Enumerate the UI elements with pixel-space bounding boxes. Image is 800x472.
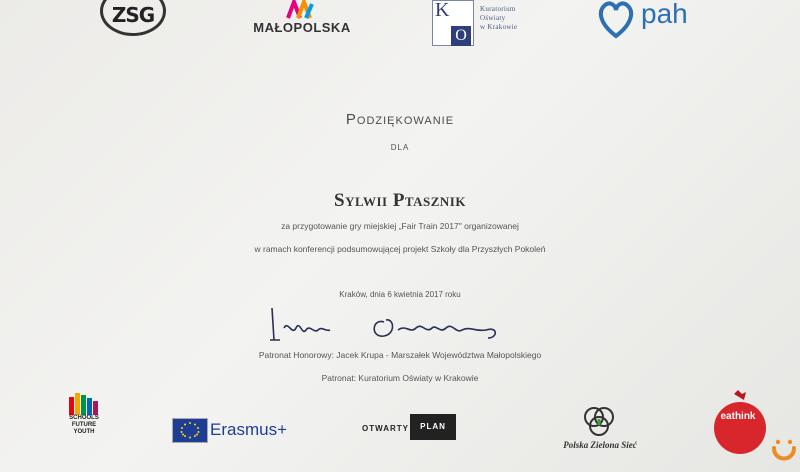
malopolska-logo-text: MAŁOPOLSKA [253,20,351,35]
eu-flag-icon [172,418,208,443]
certificate-dla: DLA [390,143,410,152]
schools-future-youth-logo [66,393,100,451]
kuratorium-emblem [432,0,474,46]
sfy-line-3: YOUTH [73,429,95,435]
malopolska-icon [252,0,352,20]
otwarty-plan-logo [362,414,462,444]
kuratorium-logo [432,0,542,46]
certificate-title: Podziękowanie [345,111,455,128]
eathink-text: eathink [720,411,756,422]
patron: Patronat: Kuratorium Oświaty w Krakowie [321,373,479,383]
erasmus-logo-text: Erasmus+ [210,420,287,439]
green-circles-icon [560,405,640,439]
kuratorium-letter-k: K [435,0,450,21]
pah-logo-text: pah [641,0,688,29]
kuratorium-line-1: Kuratorium [480,5,516,13]
recipient-name: Sylwii Ptasznik [334,190,466,211]
plan-text: PLAN [410,414,456,440]
hands-icon [66,393,100,415]
corner-smile-icon [770,436,798,466]
otwarty-text: OTWARTY [362,424,409,433]
schools-future-youth-text [66,415,102,436]
erasmus-logo [172,418,292,442]
polska-zielona-siec-logo [560,405,640,455]
zsg-logo [100,0,166,36]
pah-logo [596,0,716,42]
kuratorium-line-2: Oświaty [480,14,506,22]
certificate-date: Kraków, dnia 6 kwietnia 2017 roku [339,290,461,299]
zsg-logo-text: ZSG [111,3,155,27]
malopolska-logo [252,0,352,40]
polska-zielona-siec-text: Polska Zielona Sieć [563,440,637,450]
kuratorium-letter-o: O [451,26,471,46]
certificate-reason-line-1: za przygotowanie gry miejskiej „Fair Train 2017" organizowanej [281,221,519,231]
kuratorium-line-3: w Krakowie [480,23,518,31]
patron-honorary: Patronat Honorowy: Jacek Krupa - Marszałek Województwa Małopolskiego [258,350,542,360]
certificate-reason-line-2: w ramach konferencji podsumowującej projekt Szkoły dla Przyszłych Pokoleń [254,244,546,254]
kuratorium-logo-text [480,5,517,32]
sfy-line-2: FUTURE [71,422,97,428]
handwritten-signature [266,300,506,345]
pomegranate-icon [710,390,770,460]
sfy-line-1: SCHOOLS [69,415,99,421]
eathink-logo [710,390,770,460]
pah-heart-icon [596,0,636,40]
